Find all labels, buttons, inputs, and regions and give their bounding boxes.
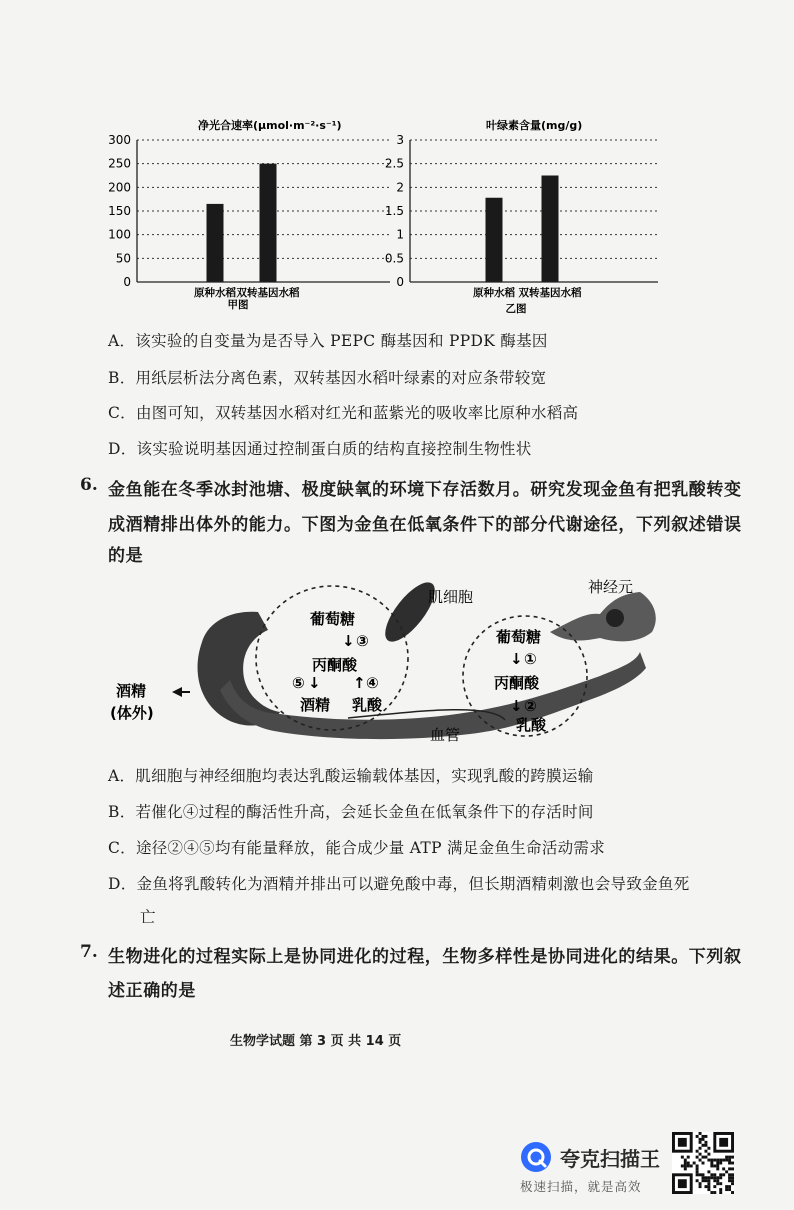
neuron-lactic-acid: 乳酸 — [516, 716, 547, 734]
chart-chlorophyll — [368, 112, 668, 317]
chart-a-y-ticks — [108, 133, 131, 289]
chart-b-label: 乙图 — [505, 303, 527, 315]
arrow-2: ↓ — [510, 697, 523, 715]
q6-option-c: C．途径②④⑤均有能量释放，能合成少量 ATP 满足金鱼生命活动需求 — [108, 839, 606, 857]
muscle-lactic-acid: 乳酸 — [352, 696, 383, 714]
chart-a-categories — [194, 286, 300, 299]
q7-number: 7. — [80, 942, 98, 962]
y-tick-label: 150 — [108, 204, 131, 218]
q6-number: 6. — [80, 475, 98, 495]
arrow-5: ↓ — [308, 674, 321, 692]
chart-b-gridlines — [410, 140, 658, 258]
y-tick-label: 200 — [108, 180, 131, 195]
muscle-ethanol: 酒精 — [300, 696, 331, 714]
scanner-logo-icon — [520, 1141, 552, 1173]
y-tick-label: 300 — [108, 133, 131, 147]
q5-option-d: D．该实验说明基因通过控制蛋白质的结构直接控制生物性状 — [108, 440, 532, 458]
q6-stem-line2: 成酒精排出体外的能力。下图为金鱼在低氧条件下的部分代谢途径，下列叙述错误 — [108, 515, 742, 535]
q7-stem-line2: 述正确的是 — [108, 981, 196, 1001]
step-1-label: ① — [524, 650, 537, 668]
label-muscle-cell: 肌细胞 — [428, 588, 474, 606]
page-footer: 生物学试题 第 3 页 共 14 页 — [230, 1034, 402, 1049]
excretion-arrowhead — [172, 687, 182, 697]
y-tick-label: 0 — [123, 275, 131, 289]
goldfish-metabolism-diagram — [80, 572, 700, 752]
q6-option-d: D．金鱼将乳酸转化为酒精并排出可以避免酸中毒，但长期酒精刺激也会导致金鱼死 — [108, 875, 690, 893]
q6-stem-line1: 金鱼能在冬季冰封池塘、极度缺氧的环境下存活数月。研究发现金鱼有把乳酸转变 — [108, 480, 742, 500]
q5-option-a: A．该实验的自变量为是否导入 PEPC 酶基因和 PPDK 酶基因 — [108, 332, 548, 350]
category-label: 原种水稻 — [473, 287, 515, 299]
qr-code-icon[interactable] — [672, 1132, 734, 1194]
chart-b-title: 叶绿素含量(mg/g) — [486, 119, 583, 132]
chart-b-bars — [486, 176, 559, 283]
step-3-label: ③ — [356, 632, 369, 650]
chart-net-photosynthesis — [100, 112, 395, 312]
y-tick-label: 2 — [396, 180, 404, 195]
neuron-nucleus — [606, 609, 624, 627]
chart-a-bars — [207, 164, 277, 282]
category-label: 原种水稻 — [194, 287, 236, 299]
y-tick-label: 3 — [396, 133, 404, 147]
muscle-cell-shape — [377, 575, 443, 649]
label-ethanol-out: 酒精 — [116, 682, 147, 700]
chart-a-label: 甲图 — [227, 299, 249, 311]
q6-option-b: B．若催化④过程的酶活性升高，会延长金鱼在低氧条件下的存活时间 — [108, 803, 594, 821]
arrow-3: ↓ — [342, 632, 355, 650]
muscle-pyruvate: 丙酮酸 — [312, 656, 358, 674]
category-label: 双转基因水稻 — [236, 287, 300, 299]
arrow-1: ↓ — [510, 650, 523, 668]
label-neuron: 神经元 — [588, 578, 634, 596]
q6-option-d-cont: 亡 — [140, 908, 156, 926]
bar-transgenic-rice — [260, 164, 277, 282]
bar-transgenic-rice — [542, 176, 559, 283]
label-blood-vessel: 血管 — [430, 726, 461, 744]
neuron-pyruvate: 丙酮酸 — [494, 674, 540, 692]
q7-stem-line1: 生物进化的过程实际上是协同进化的过程，生物多样性是协同进化的结果。下列叙 — [108, 947, 742, 967]
y-tick-label: 250 — [108, 156, 131, 171]
category-label: 双转基因水稻 — [518, 287, 582, 299]
y-tick-label: 2.5 — [384, 156, 404, 171]
neuron-glucose: 葡萄糖 — [496, 628, 542, 646]
q6-option-a: A．肌细胞与神经细胞均表达乳酸运输载体基因，实现乳酸的跨膜运输 — [108, 767, 594, 785]
q5-option-b: B．用纸层析法分离色素，双转基因水稻叶绿素的对应条带较宽 — [108, 369, 547, 387]
neuron-shape — [550, 592, 656, 641]
bar-original-rice — [486, 198, 503, 282]
y-tick-label: 100 — [108, 227, 131, 242]
chart-b-y-ticks — [385, 133, 404, 289]
scanner-slogan: 极速扫描，就是高效 — [520, 1179, 642, 1194]
chart-b-categories — [473, 286, 582, 299]
muscle-glucose: 葡萄糖 — [310, 610, 356, 628]
step-4-label: ④ — [366, 674, 379, 692]
y-tick-label: 1 — [396, 227, 404, 242]
step-5-label: ⑤ — [292, 674, 305, 692]
scanner-brand-name: 夸克扫描王 — [560, 1147, 660, 1171]
q5-option-c: C．由图可知，双转基因水稻对红光和蓝紫光的吸收率比原种水稻高 — [108, 404, 579, 422]
y-tick-label: 50 — [115, 251, 131, 266]
y-tick-label: 0 — [396, 275, 404, 289]
q6-stem-line3: 的是 — [108, 546, 144, 566]
chart-a-title: 净光合速率(μmol·m⁻²·s⁻¹) — [198, 119, 342, 132]
arrow-4: ↑ — [353, 674, 366, 692]
bar-original-rice — [207, 204, 224, 282]
y-tick-label: 0.5 — [384, 251, 404, 266]
step-2-label: ② — [524, 697, 537, 715]
y-tick-label: 1.5 — [384, 204, 404, 218]
label-ethanol-out-sub: (体外) — [110, 704, 154, 722]
